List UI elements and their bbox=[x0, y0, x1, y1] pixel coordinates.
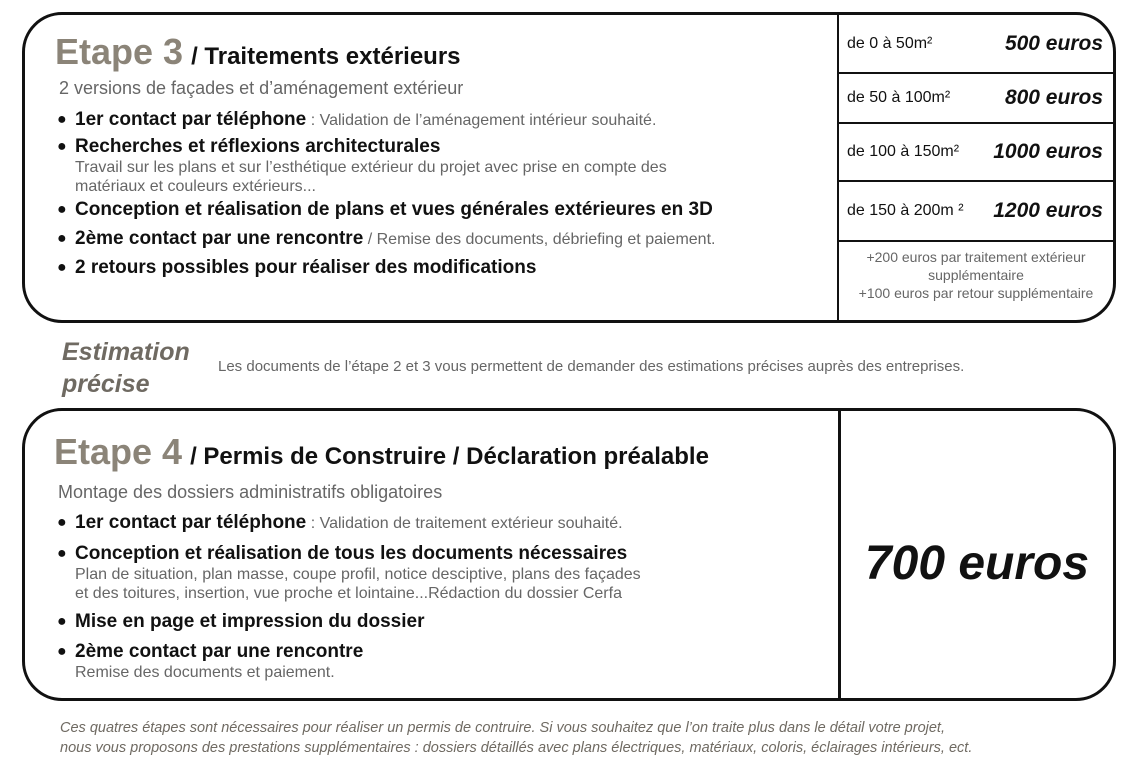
step3-item-2-title: Recherches et réflexions architecturales bbox=[75, 136, 441, 157]
footer-line-2: nous vous proposons des prestations supplémentaires : dossiers détaillés avec plans électriques, matériaux, coloris, éclairages intérieurs, ect. bbox=[60, 740, 973, 756]
bullet-icon: ● bbox=[57, 201, 67, 218]
step4-item-2-title: Conception et réalisation de tous les documents nécessaires bbox=[75, 543, 628, 564]
bullet-icon: ● bbox=[57, 643, 67, 660]
bullet-icon: ● bbox=[57, 230, 67, 247]
step3-item-5-title: 2 retours possibles pour réaliser des modifications bbox=[75, 257, 537, 278]
footer-line-1: Ces quatres étapes sont nécessaires pour réaliser un permis de contruire. Si vous souhaitez que l’on traite plus dans le détail votre projet, bbox=[60, 720, 945, 736]
step4-price: 700 euros bbox=[864, 537, 1090, 590]
step4-title-number: Etape 4 bbox=[54, 431, 183, 472]
estimation-heading bbox=[62, 336, 190, 400]
step3-item-2-desc-line1: Travail sur les plans et sur l’esthétique extérieur du projet avec prise en compte des bbox=[75, 159, 667, 176]
step3-item-2 bbox=[57, 136, 667, 196]
price-amount: 800 euros bbox=[1004, 86, 1103, 109]
step4-title-name: / Permis de Construire / Déclaration préalable bbox=[190, 443, 709, 470]
step3-card bbox=[22, 12, 1116, 323]
step3-price-row-2 bbox=[839, 74, 1113, 124]
price-amount: 500 euros bbox=[1004, 31, 1103, 55]
step3-item-4 bbox=[57, 228, 716, 250]
step4-title bbox=[54, 431, 709, 473]
step4-item-2-desc-line2: et des toitures, insertion, vue proche et lointaine...Rédaction du dossier Cerfa bbox=[75, 585, 622, 602]
estimation-text: Les documents de l’étape 2 et 3 vous permettent de demander des estimations précises auprès des entreprises. bbox=[218, 358, 965, 375]
step4-item-2 bbox=[57, 543, 641, 603]
footer-note bbox=[60, 718, 1100, 758]
step4-card bbox=[22, 408, 1116, 701]
step3-extras bbox=[839, 248, 1113, 302]
bullet-icon: ● bbox=[57, 545, 67, 562]
extras-line-3: +100 euros par retour supplémentaire bbox=[858, 285, 1094, 301]
extras-line-2: supplémentaire bbox=[928, 267, 1024, 283]
step3-item-4-title: 2ème contact par une rencontre bbox=[75, 228, 364, 249]
step4-item-1-title: 1er contact par téléphone bbox=[75, 512, 307, 533]
step4-item-1 bbox=[57, 512, 623, 534]
step3-item-1 bbox=[57, 109, 657, 131]
extras-line-1: +200 euros par traitement extérieur bbox=[866, 249, 1086, 265]
estimation-heading-line2: précise bbox=[62, 370, 150, 398]
step4-item-3-title: Mise en page et impression du dossier bbox=[75, 611, 425, 632]
step4-item-1-detail: : Validation de traitement extérieur souhaité. bbox=[310, 515, 623, 532]
step4-item-3 bbox=[57, 611, 425, 633]
step4-item-4-desc: Remise des documents et paiement. bbox=[75, 664, 335, 681]
bullet-icon: ● bbox=[57, 613, 67, 630]
bullet-icon: ● bbox=[57, 259, 67, 276]
step3-item-1-title: 1er contact par téléphone bbox=[75, 109, 307, 130]
price-amount: 1000 euros bbox=[993, 140, 1103, 163]
step4-item-4-title: 2ème contact par une rencontre bbox=[75, 641, 364, 662]
price-amount: 1200 euros bbox=[993, 199, 1103, 222]
bullet-icon: ● bbox=[57, 138, 67, 155]
step3-item-3 bbox=[57, 199, 713, 221]
step4-item-4 bbox=[57, 641, 364, 682]
step3-item-1-detail: : Validation de l’aménagement intérieur souhaité. bbox=[310, 112, 657, 129]
bullet-icon: ● bbox=[57, 111, 67, 128]
step3-subtitle: 2 versions de façades et d’aménagement extérieur bbox=[59, 78, 464, 98]
step3-title-name: / Traitements extérieurs bbox=[191, 43, 461, 70]
step3-item-3-title: Conception et réalisation de plans et vues générales extérieures en 3D bbox=[75, 199, 713, 220]
estimation-heading-line1: Estimation bbox=[62, 338, 190, 366]
bullet-icon: ● bbox=[57, 514, 67, 531]
step3-item-4-detail: / Remise des documents, débriefing et paiement. bbox=[367, 231, 716, 248]
price-range: de 150 à 200m ² bbox=[847, 202, 964, 219]
step3-item-5 bbox=[57, 257, 537, 279]
step3-price-row-1 bbox=[839, 15, 1113, 74]
price-range: de 50 à 100m² bbox=[847, 89, 951, 106]
step4-item-2-desc-line1: Plan de situation, plan masse, coupe profil, notice desciptive, plans des façades bbox=[75, 566, 641, 583]
step3-item-2-desc-line2: matériaux et couleurs extérieurs... bbox=[75, 178, 316, 195]
step3-title bbox=[55, 31, 461, 73]
step4-subtitle: Montage des dossiers administratifs obligatoires bbox=[58, 482, 443, 502]
price-range: de 0 à 50m² bbox=[847, 34, 933, 52]
step3-title-number: Etape 3 bbox=[55, 31, 184, 72]
price-range: de 100 à 150m² bbox=[847, 143, 960, 160]
step3-price-row-4 bbox=[839, 182, 1113, 242]
step3-price-row-3 bbox=[839, 124, 1113, 182]
